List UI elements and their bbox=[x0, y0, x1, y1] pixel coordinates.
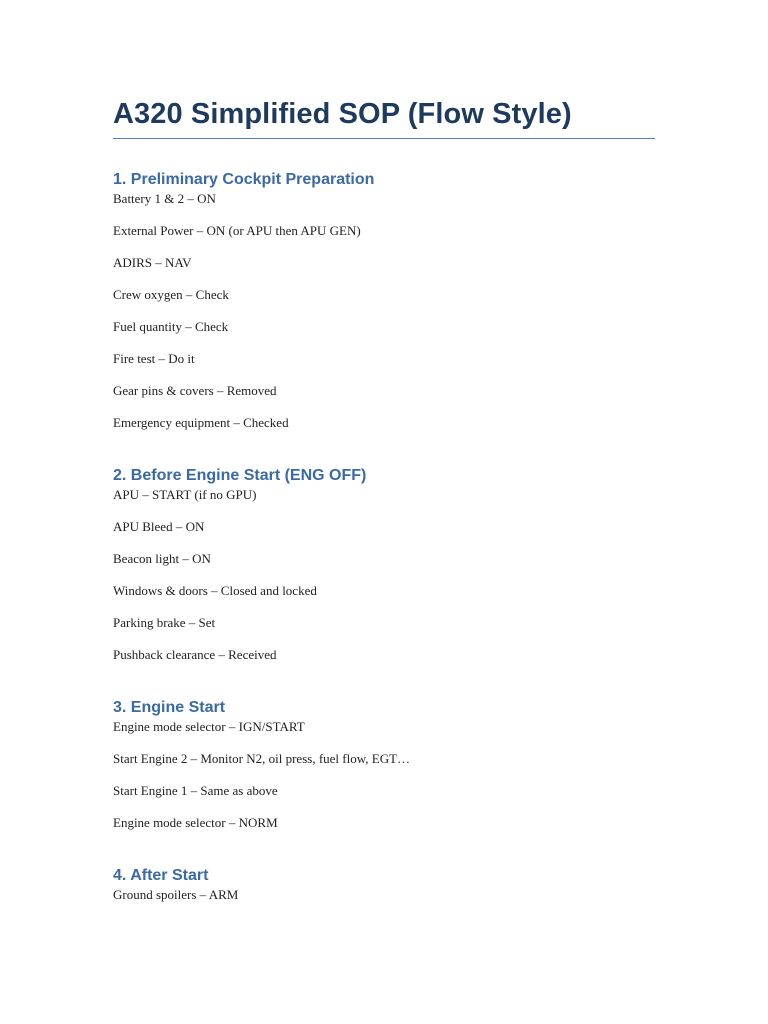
list-item: Engine mode selector – NORM bbox=[113, 815, 278, 830]
section-after-start bbox=[113, 865, 655, 903]
list-item: Ground spoilers – ARM bbox=[113, 887, 239, 902]
list-item: Engine mode selector – IGN/START bbox=[113, 719, 305, 734]
item-list bbox=[113, 719, 655, 831]
item-list bbox=[113, 887, 655, 903]
section-engine-start bbox=[113, 697, 655, 831]
section-heading: 4. After Start bbox=[113, 867, 209, 884]
list-item: Pushback clearance – Received bbox=[113, 647, 277, 662]
section-heading: 3. Engine Start bbox=[113, 699, 226, 716]
list-item: Windows & doors – Closed and locked bbox=[113, 583, 317, 598]
list-item: APU – START (if no GPU) bbox=[113, 487, 257, 502]
list-item: Battery 1 & 2 – ON bbox=[113, 191, 216, 206]
list-item: External Power – ON (or APU then APU GEN) bbox=[113, 223, 361, 238]
item-list bbox=[113, 487, 655, 663]
list-item: Emergency equipment – Checked bbox=[113, 415, 289, 430]
list-item: Fuel quantity – Check bbox=[113, 319, 229, 334]
section-heading: 2. Before Engine Start (ENG OFF) bbox=[113, 467, 367, 484]
list-item: Crew oxygen – Check bbox=[113, 287, 229, 302]
list-item: Start Engine 2 – Monitor N2, oil press, fuel flow, EGT… bbox=[113, 751, 411, 766]
list-item: Gear pins & covers – Removed bbox=[113, 383, 277, 398]
list-item: Parking brake – Set bbox=[113, 615, 216, 630]
item-list bbox=[113, 191, 655, 431]
list-item: APU Bleed – ON bbox=[113, 519, 205, 534]
list-item: Fire test – Do it bbox=[113, 351, 195, 366]
section-preliminary-cockpit-preparation bbox=[113, 169, 655, 431]
section-before-engine-start bbox=[113, 465, 655, 663]
list-item: Beacon light – ON bbox=[113, 551, 211, 566]
list-item: ADIRS – NAV bbox=[113, 255, 192, 270]
list-item: Start Engine 1 – Same as above bbox=[113, 783, 278, 798]
document-page bbox=[113, 96, 655, 903]
document-title: A320 Simplified SOP (Flow Style) bbox=[113, 96, 655, 139]
section-heading: 1. Preliminary Cockpit Preparation bbox=[113, 171, 375, 188]
